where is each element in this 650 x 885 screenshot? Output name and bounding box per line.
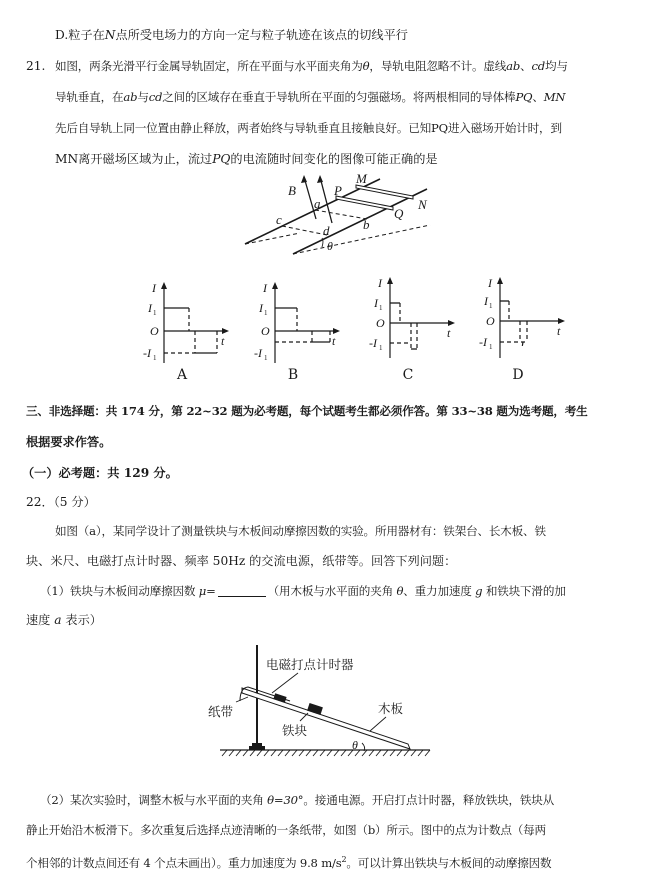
text: 。接通电源。开启打点计时器，释放铁块，铁块从: [303, 793, 555, 807]
hatch-mark: [327, 750, 332, 756]
graph-option-label: D: [512, 367, 524, 383]
var-g: g: [475, 584, 483, 598]
y-axis-label: I: [378, 276, 382, 290]
label-N: N: [418, 197, 427, 212]
text: MN离开磁场区域为止，流过: [55, 152, 213, 166]
q21-number: 21.: [26, 59, 46, 73]
hatch-mark: [320, 750, 325, 756]
label-d: d: [323, 223, 330, 238]
q22-header: 22．（5 分）: [26, 495, 96, 509]
q22-part-2-line-2: 静止开始沿木板滑下。多次重复后选择点迹清晰的一条纸带，如图（b）所示。图中的点为计数点（每两: [26, 823, 546, 837]
text: 。可以计算出铁块与木板间的动摩擦因数: [346, 855, 552, 870]
origin-label: O: [376, 316, 385, 330]
var-cd: cd: [531, 59, 546, 73]
pos-level-label: I: [374, 296, 378, 310]
x-axis-label: t: [447, 326, 451, 340]
superscript: 2: [341, 855, 347, 864]
label-a: a: [314, 196, 321, 211]
q22-part-2-line-3: [26, 851, 551, 872]
var-pq: PQ: [212, 152, 231, 166]
hatch-mark: [418, 750, 423, 756]
hatch-mark: [271, 750, 276, 756]
text: 与: [137, 90, 149, 104]
q21-line-3: 先后自导轨上同一位置由静止释放，两者始终与导轨垂直且接触良好。已知PQ进入磁场开始计时，到: [55, 121, 562, 135]
graph-option-b: [248, 280, 343, 365]
graph-option-label: B: [287, 367, 299, 383]
q22-part-1-cont: [26, 611, 102, 629]
var-mu: μ: [198, 584, 207, 598]
pos-level-label: I: [148, 301, 152, 315]
x-axis-label: t: [221, 334, 225, 348]
text: 、重力加速度: [403, 584, 476, 598]
boundary-cd: [282, 226, 327, 235]
var-ab: ab: [506, 59, 521, 73]
label-Q: Q: [394, 206, 404, 221]
text: =: [206, 584, 216, 598]
text: 表示）: [61, 613, 102, 627]
graph-option-c: [363, 275, 458, 360]
section-3-line-2: 根据要求作答。: [26, 435, 112, 449]
answer-blank[interactable]: [218, 584, 266, 597]
hatch-mark: [369, 750, 374, 756]
hatch-mark: [383, 750, 388, 756]
subscript: 1: [489, 302, 493, 310]
leader-board: [370, 717, 386, 731]
q22-part-1: [40, 582, 566, 600]
pos-level-label: I: [259, 301, 263, 315]
var-ab: ab: [123, 90, 138, 104]
label-board: 木板: [378, 702, 404, 716]
label-tape: 纸带: [208, 705, 234, 719]
field-arrow-2: [320, 177, 332, 223]
text: 的电流随时间变化的图像可能正确的是: [230, 152, 438, 166]
neg-level-label: -I: [479, 335, 487, 349]
subscript: 1: [264, 309, 268, 317]
q22-intro-1: 如图（a），某同学设计了测量铁块与木板间动摩擦因数的实验。所用器材有：铁架台、长木板、铁: [55, 524, 546, 538]
y-axis-arrow-icon: [387, 277, 393, 284]
q21-line-2: [55, 88, 565, 106]
label-c: c: [276, 212, 282, 227]
label-theta: θ: [352, 738, 358, 752]
y-axis-label: I: [263, 281, 267, 295]
text: 导轨垂直，在: [55, 90, 124, 104]
text: 之间的区域存在垂直于导轨所在平面的匀强磁场。将两根相同的导体棒: [162, 90, 516, 104]
hatch-mark: [222, 750, 227, 756]
hatch-mark: [250, 750, 255, 756]
hatch-mark: [306, 750, 311, 756]
var-cd: cd: [148, 90, 163, 104]
bar-mn: [356, 185, 413, 199]
text: 个相邻的计数点间还有 4 个点未画出）。重力加速度为 9.8 m/s: [26, 855, 342, 870]
var-pq: PQ: [515, 90, 533, 104]
y-axis-label: I: [152, 281, 156, 295]
q21-line-1: [55, 57, 568, 75]
x-axis-label: t: [332, 334, 336, 348]
var-theta: θ: [396, 584, 404, 598]
graph-option-label: C: [402, 367, 414, 383]
leader-tape: [236, 697, 248, 702]
neg-level-label: -I: [369, 336, 377, 350]
q22-part-2-line-1: [40, 791, 554, 809]
dashed-base-right: [293, 225, 430, 254]
dashed-base-left: [245, 233, 300, 244]
hatch-mark: [229, 750, 234, 756]
graph-option-d: [473, 275, 568, 360]
origin-label: O: [486, 314, 495, 328]
subscript: 1: [489, 343, 493, 351]
neg-level-label: -I: [143, 346, 151, 360]
boundary-ab: [315, 210, 367, 219]
stand-base: [249, 746, 265, 750]
hatch-mark: [390, 750, 395, 756]
text: 速度: [26, 613, 55, 627]
hatch-mark: [278, 750, 283, 756]
dashed-guide: [522, 342, 523, 348]
text: ，导轨电阻忽略不计。虚线: [369, 59, 507, 73]
hatch-mark: [264, 750, 269, 756]
hatch-mark: [292, 750, 297, 756]
option-d-suffix: 点所受电场力的方向一定与粒子轨迹在该点的切线平行: [115, 28, 408, 42]
hatch-mark: [243, 750, 248, 756]
subscript: 1: [379, 344, 383, 352]
neg-level-label: -I: [254, 346, 262, 360]
hatch-mark: [285, 750, 290, 756]
section-3-line-1: 三、非选择题：共 174 分，第 22~32 题为必考题，每个试题考生都必须作答。第 33~38 题为选考题，考生: [26, 404, 588, 418]
text: （2）某次实验时，调整木板与水平面的夹角: [40, 793, 268, 807]
hatch-mark: [411, 750, 416, 756]
var-theta: θ: [362, 59, 370, 73]
var-a: a: [54, 613, 62, 627]
hatch-mark: [334, 750, 339, 756]
ground-hatching: [222, 750, 430, 756]
y-axis-arrow-icon: [161, 282, 167, 289]
required-questions-heading: （一）必考题：共 129 分。: [22, 466, 178, 480]
label-B: B: [288, 183, 296, 198]
incline-figure: [190, 645, 440, 760]
pos-level-label: I: [484, 294, 488, 308]
subscript: 1: [264, 354, 268, 362]
origin-label: O: [261, 324, 270, 338]
hatch-mark: [404, 750, 409, 756]
hatch-mark: [376, 750, 381, 756]
hatch-mark: [313, 750, 318, 756]
label-b: b: [363, 217, 370, 232]
hatch-mark: [397, 750, 402, 756]
text: （1）铁块与木板间动摩擦因数: [40, 584, 199, 598]
hatch-mark: [257, 750, 262, 756]
arrowhead-2-icon: [317, 175, 323, 183]
graph-option-a: [137, 280, 232, 365]
y-axis-arrow-icon: [497, 277, 503, 284]
rail-figure: [230, 165, 440, 265]
x-axis-label: t: [557, 324, 561, 338]
text: （用木板与水平面的夹角: [267, 584, 397, 598]
hatch-mark: [341, 750, 346, 756]
text: 、: [532, 90, 544, 104]
arrowhead-1-icon: [301, 175, 307, 183]
bar-pq: [336, 196, 393, 210]
label-theta: θ: [327, 239, 333, 253]
var-n: N: [104, 28, 116, 42]
theta-value: θ=30°: [267, 793, 304, 807]
hatch-mark: [299, 750, 304, 756]
text: 、: [520, 59, 532, 73]
label-block: 铁块: [282, 724, 308, 738]
q20-option-d: [55, 26, 408, 44]
y-axis-arrow-icon: [272, 282, 278, 289]
text: 和铁块下滑的加: [482, 584, 566, 598]
leader-block: [300, 713, 308, 721]
origin-label: O: [150, 324, 159, 338]
text: 如图，两条光滑平行金属导轨固定，所在平面与水平面夹角为: [55, 59, 363, 73]
subscript: 1: [379, 304, 383, 312]
subscript: 1: [153, 354, 157, 362]
var-mn: MN: [543, 90, 566, 104]
hatch-mark: [425, 750, 430, 756]
label-M: M: [356, 171, 367, 186]
subscript: 1: [153, 309, 157, 317]
option-d-prefix: D.粒子在: [55, 28, 105, 42]
text: 均与: [545, 59, 568, 73]
label-timer: 电磁打点计时器: [266, 658, 354, 672]
graph-option-label: A: [176, 367, 188, 383]
leader-timer: [272, 673, 298, 693]
y-axis-label: I: [488, 276, 492, 290]
q22-intro-2: 块、米尺、电磁打点计时器、频率 50Hz 的交流电源，纸带等。回答下列问题：: [26, 554, 457, 568]
hatch-mark: [236, 750, 241, 756]
label-P: P: [334, 183, 342, 198]
